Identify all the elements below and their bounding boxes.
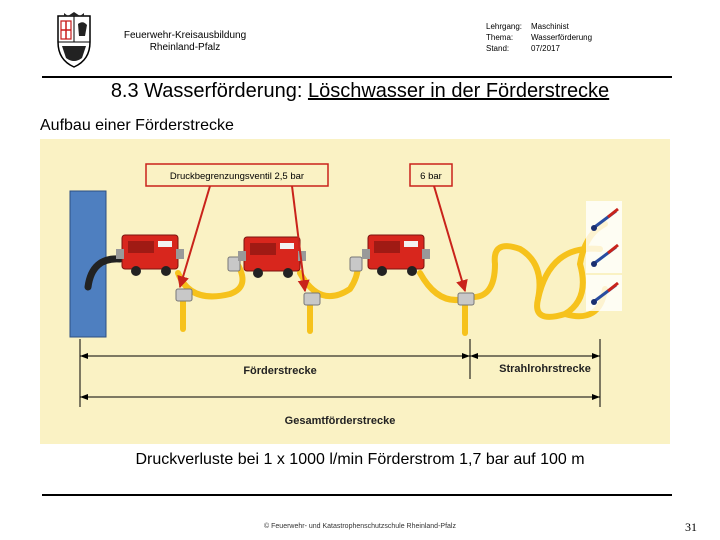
page-number: 31 xyxy=(685,520,697,534)
meta-key-lehrgang: Lehrgang: xyxy=(486,22,523,31)
header-divider xyxy=(42,76,672,78)
nozzle-2 xyxy=(586,237,622,273)
copyright-icon: © xyxy=(264,523,270,530)
diagram-background xyxy=(40,139,670,444)
nozzle-1 xyxy=(586,201,622,237)
page-title xyxy=(0,80,720,103)
label-strahlrohrstrecke: Strahlrohrstrecke xyxy=(499,363,591,375)
section-subtitle: Aufbau einer Förderstrecke xyxy=(40,117,234,134)
coat-of-arms-crest xyxy=(52,12,96,70)
callout-right-text: 6 bar xyxy=(420,171,442,182)
nozzle-3 xyxy=(586,275,622,311)
relay-pumping-diagram xyxy=(40,139,670,444)
meta-value-lehrgang: Maschinist xyxy=(531,22,569,31)
meta-key-thema: Thema: xyxy=(486,33,514,42)
org-name-line2: Rheinland-Pfalz xyxy=(149,42,221,53)
meta-key-stand: Stand: xyxy=(486,44,510,53)
title-prefix: 8.3 Wasserförderung: xyxy=(110,80,308,102)
footer-text: Feuerwehr- und Katastrophenschutzschule Rheinland-Pfalz xyxy=(271,523,456,530)
label-foerderstrecke: Förderstrecke xyxy=(243,365,317,377)
pressure-loss-note: Druckverluste bei 1 x 1000 l/min Förderstrom 1,7 bar auf 100 m xyxy=(135,451,585,468)
callout-left-text: Druckbegrenzungsventil 2,5 bar xyxy=(169,171,305,182)
meta-value-thema: Wasserförderung xyxy=(531,33,593,42)
label-gesamtfoerderstrecke: Gesamtförderstrecke xyxy=(284,415,396,427)
org-name-line1: Feuerwehr-Kreisausbildung xyxy=(123,30,247,41)
title-underlined: Löschwasser in der Förderstrecke xyxy=(307,80,610,102)
footer xyxy=(0,523,720,530)
footer-divider xyxy=(42,494,672,496)
meta-value-stand: 07/2017 xyxy=(531,44,560,53)
